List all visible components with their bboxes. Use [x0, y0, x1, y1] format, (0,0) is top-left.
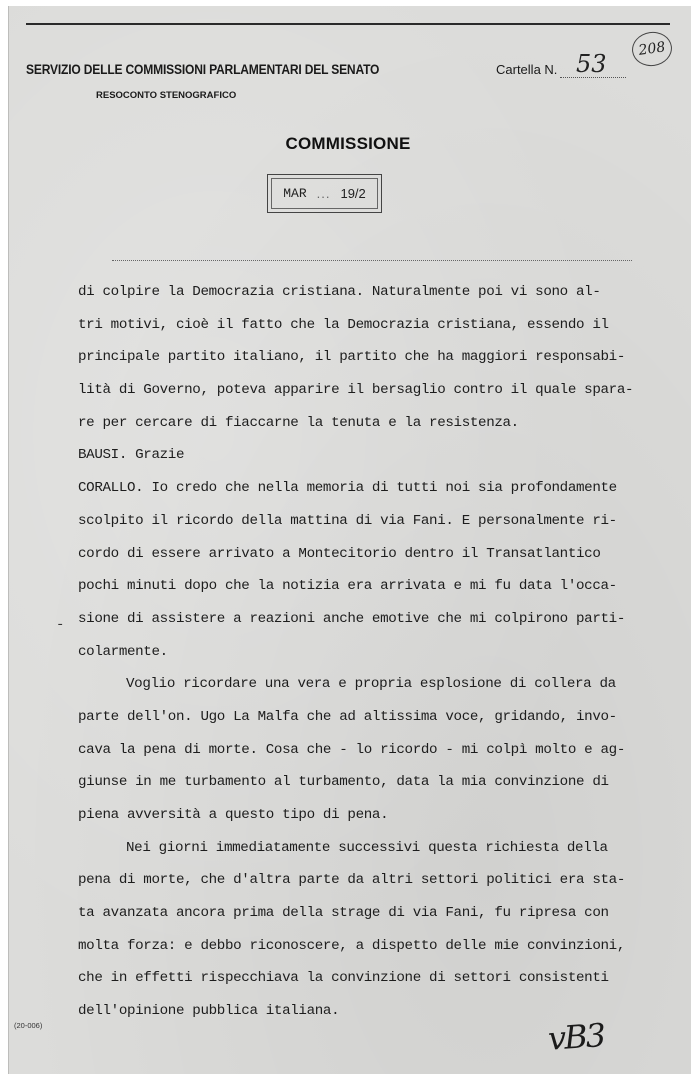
- transcript-line: tri motivi, cioè il fatto che la Democrazia cristiana, essendo il: [78, 316, 609, 333]
- report-type: RESOCONTO STENOGRAFICO: [96, 90, 237, 101]
- sheet-tag-code: MAR: [283, 186, 307, 201]
- transcript-line: colarmente.: [78, 643, 168, 660]
- transcript-line: cava la pena di morte. Cosa che - lo ricordo - mi colpì molto e ag-: [78, 741, 625, 758]
- header-rule: [26, 23, 670, 25]
- transcript-line: molta forza: e debbo riconoscere, a dispetto delle mie convinzioni,: [78, 937, 625, 954]
- transcript-line: ta avanzata ancora prima della strage di via Fani, fu ripresa con: [78, 905, 609, 922]
- cartella-label: Cartella N.: [496, 62, 558, 77]
- transcript-line: dell'opinione pubblica italiana.: [78, 1003, 340, 1020]
- cartella-number: 53: [576, 50, 607, 78]
- transcript-line: scolpito il ricordo della mattina di via Fani. E personalmente ri-: [78, 512, 617, 529]
- transcript-line: sione di assistere a reazioni anche emotive che mi colpirono parti-: [78, 610, 625, 627]
- transcript-line: lità di Governo, poteva apparire il bersaglio contro il quale spara-: [78, 382, 634, 399]
- transcript-line: piena avversità a questo tipo di pena.: [78, 807, 389, 823]
- form-code: (20-006): [14, 1021, 43, 1030]
- office-name: SERVIZIO DELLE COMMISSIONI PARLAMENTARI DEL SENATO: [26, 62, 380, 77]
- transcript-line: parte dell'on. Ugo La Malfa che ad altissima voce, gridando, invo-: [78, 708, 617, 725]
- transcript-line: pochi minuti dopo che la notizia era arrivata e mi fu data l'occa-: [78, 578, 617, 595]
- sheet-tag-inner: [271, 178, 378, 209]
- transcript-line: BAUSI. Grazie: [78, 447, 185, 464]
- page-stamp: 208: [630, 29, 674, 68]
- transcript-line: di colpire la Democrazia cristiana. Naturalmente poi vi sono al-: [78, 284, 601, 300]
- header-block: [26, 62, 419, 101]
- page-title: COMMISSIONE: [285, 134, 411, 153]
- transcript-body: [78, 276, 648, 1028]
- transcript-line: CORALLO. Io credo che nella memoria di tutti noi sia profondamente: [78, 480, 617, 497]
- transcript-line: principale partito italiano, il partito che ha maggiori responsabi-: [78, 349, 625, 366]
- transcript-line: Voglio ricordare una vera e propria esplosione di collera da: [126, 676, 616, 693]
- sheet-tag-separator: ...: [316, 186, 331, 201]
- transcript-line: giunse in me turbamento al turbamento, data la mia convinzione di: [78, 774, 609, 791]
- transcript-line: pena di morte, che d'altra parte da altri settori politici era sta-: [78, 872, 625, 889]
- transcript-line: re per cercare di fiaccarne la tenuta e la resistenza.: [78, 414, 519, 431]
- section-divider: [112, 260, 632, 261]
- margin-mark: -: [56, 617, 65, 633]
- transcript-line: che in effetti rispecchiava la convinzione di settori consistenti: [78, 970, 609, 987]
- sheet-tag-box: [267, 174, 382, 213]
- sheet-tag-page: 19/2: [340, 186, 366, 201]
- transcript-line: cordo di essere arrivato a Montecitorio dentro il Transatlantico: [78, 545, 601, 562]
- transcript-line: Nei giorni immediatamente successivi questa richiesta della: [126, 839, 608, 856]
- handwritten-initials: vB3: [546, 1016, 606, 1058]
